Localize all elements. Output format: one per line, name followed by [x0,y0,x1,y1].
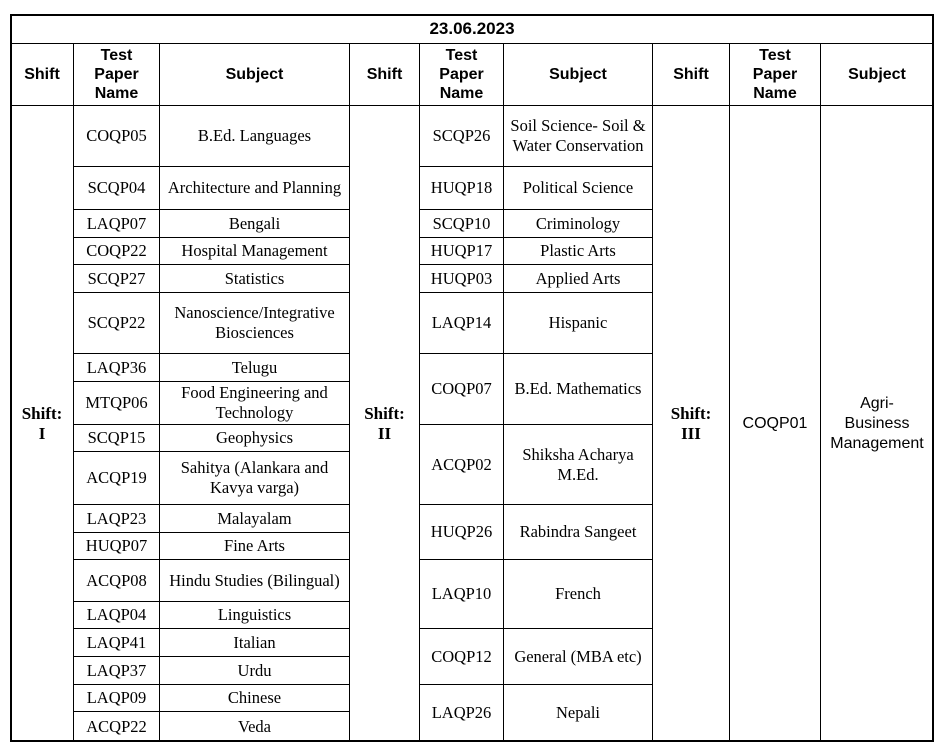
shift1-code-13: ACQP08 [73,559,160,602]
shift1-subject-4: Hospital Management [159,237,350,265]
header-shift-3: Shift [652,43,730,106]
shift1-subject-1: B.Ed. Languages [159,105,350,167]
shift-3-label: Shift: III [652,105,730,742]
shift-2-label: Shift: II [349,105,420,742]
date-header: 23.06.2023 [10,14,934,44]
shift2-subject-9: Rabindra Sangeet [503,504,653,560]
shift1-code-16: LAQP37 [73,656,160,685]
shift1-subject-18: Veda [159,711,350,742]
shift1-subject-9: Geophysics [159,424,350,452]
shift1-subject-8: Food Engineering and Technology [159,381,350,425]
header-shift-1: Shift [10,43,74,106]
shift1-subject-13: Hindu Studies (Bilingual) [159,559,350,602]
shift2-code-3: SCQP10 [419,209,504,238]
shift2-subject-8: Shiksha Acharya M.Ed. [503,424,653,505]
shift2-code-5: HUQP03 [419,264,504,293]
shift1-subject-3: Bengali [159,209,350,238]
shift1-code-17: LAQP09 [73,684,160,712]
shift1-code-11: LAQP23 [73,504,160,533]
shift1-subject-10: Sahitya (Alankara and Kavya varga) [159,451,350,505]
shift2-subject-6: Hispanic [503,292,653,354]
header-subject-2: Subject [503,43,653,106]
shift1-subject-7: Telugu [159,353,350,382]
header-test-paper-name-2: Test Paper Name [419,43,504,106]
shift1-subject-16: Urdu [159,656,350,685]
header-subject-1: Subject [159,43,350,106]
header-subject-3: Subject [820,43,934,106]
shift-1-label: Shift: I [10,105,74,742]
header-test-paper-name-1: Test Paper Name [73,43,160,106]
shift1-code-18: ACQP22 [73,711,160,742]
shift1-subject-12: Fine Arts [159,532,350,560]
shift2-subject-1: Soil Science- Soil & Water Conservation [503,105,653,167]
shift1-code-4: COQP22 [73,237,160,265]
shift2-subject-5: Applied Arts [503,264,653,293]
header-shift-2: Shift [349,43,420,106]
shift1-code-10: ACQP19 [73,451,160,505]
shift1-code-8: MTQP06 [73,381,160,425]
shift2-subject-11: General (MBA etc) [503,628,653,685]
shift2-code-8: ACQP02 [419,424,504,505]
shift2-code-12: LAQP26 [419,684,504,742]
shift2-subject-2: Political Science [503,166,653,210]
shift2-subject-12: Nepali [503,684,653,742]
shift2-subject-7: B.Ed. Mathematics [503,353,653,425]
shift2-code-11: COQP12 [419,628,504,685]
shift1-subject-14: Linguistics [159,601,350,629]
shift1-code-5: SCQP27 [73,264,160,293]
shift1-subject-2: Architecture and Planning [159,166,350,210]
shift2-subject-10: French [503,559,653,629]
shift-3-subject: Agri- Business Management [820,105,934,742]
shift1-code-9: SCQP15 [73,424,160,452]
shift2-code-1: SCQP26 [419,105,504,167]
shift1-code-6: SCQP22 [73,292,160,354]
shift2-code-7: COQP07 [419,353,504,425]
shift1-code-3: LAQP07 [73,209,160,238]
shift2-code-2: HUQP18 [419,166,504,210]
shift2-code-4: HUQP17 [419,237,504,265]
shift1-code-15: LAQP41 [73,628,160,657]
shift1-subject-5: Statistics [159,264,350,293]
shift1-code-14: LAQP04 [73,601,160,629]
header-test-paper-name-3: Test Paper Name [729,43,821,106]
shift-3-code: COQP01 [729,105,821,742]
shift1-subject-17: Chinese [159,684,350,712]
shift2-subject-4: Plastic Arts [503,237,653,265]
shift1-code-1: COQP05 [73,105,160,167]
shift1-code-12: HUQP07 [73,532,160,560]
shift2-code-10: LAQP10 [419,559,504,629]
shift1-code-7: LAQP36 [73,353,160,382]
shift1-subject-6: Nanoscience/Integrative Biosciences [159,292,350,354]
shift2-code-9: HUQP26 [419,504,504,560]
shift2-subject-3: Criminology [503,209,653,238]
shift1-subject-11: Malayalam [159,504,350,533]
shift2-code-6: LAQP14 [419,292,504,354]
shift1-subject-15: Italian [159,628,350,657]
shift1-code-2: SCQP04 [73,166,160,210]
